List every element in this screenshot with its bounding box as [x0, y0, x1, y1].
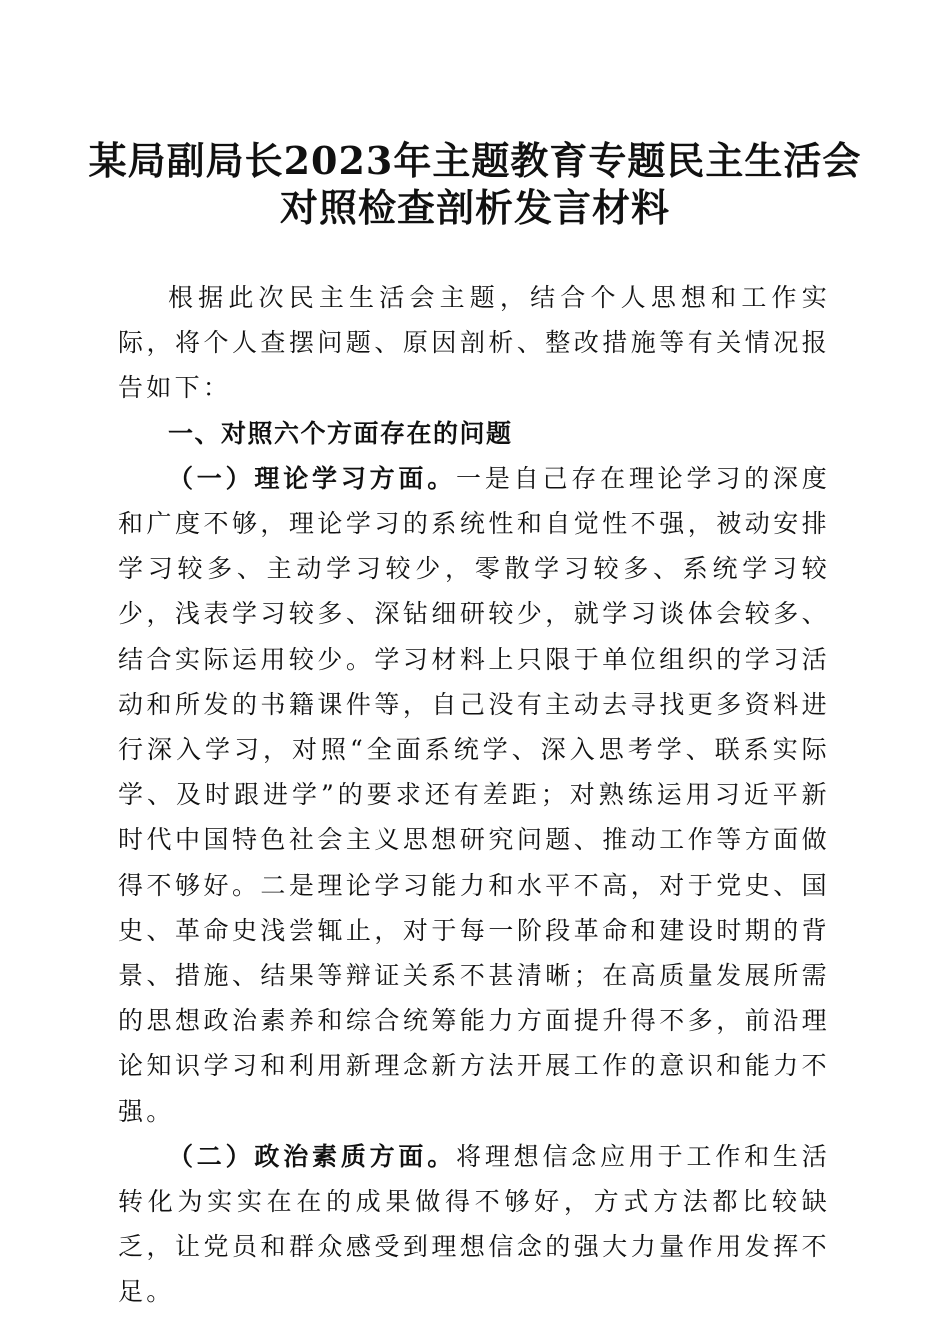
document-body: [118, 275, 830, 1315]
item2-paragraph: [118, 1134, 830, 1315]
intro-paragraph: 根据此次民主生活会主题，结合个人思想和工作实际，将个人查摆问题、原因剖析、整改措施等有关情况报告如下：: [118, 283, 830, 403]
item2-label: （二）政治素质方面。: [168, 1141, 457, 1171]
item1-label: （一）理论学习方面。: [168, 463, 457, 493]
item2-text: 将理想信念应用于工作和生活转化为实实在在的成果做得不够好，方式方法都比较缺乏，让党员和群众感受到理想信念的强大力量作用发挥不足。: [118, 1141, 830, 1307]
document-title-line2: 对照检查剖析发言材料: [279, 185, 670, 230]
section-heading: 一、对照六个方面存在的问题: [168, 418, 513, 448]
item1-paragraph: [118, 456, 830, 1134]
document-title-line1: 某局副局长2023年主题教育专题民主生活会: [88, 138, 862, 183]
item1-text: 一是自己存在理论学习的深度和广度不够，理论学习的系统性和自觉性不强，被动安排学习较多、主动学习较少，零散学习较多、系统学习较少，浅表学习较多、深钻细研较少，就学习谈体会较多、结合实际运用较少。学习材料上只限于单位组织的学习活动和所发的书籍课件等，自己没有主动去寻找更多资料进行深入学习，对照“全面系统学、深入思考学、联系实际学、及时跟进学”的要求还有差距；对熟练运用习近平新时代中国特色社会主义思想研究问题、推动工作等方面做得不够好。二是理论学习能力和水平不高，对于党史、国史、革命史浅尝辄止，对于每一阶段革命和建设时期的背景、措施、结果等辩证关系不甚清晰；在高质量发展所需的思想政治素养和综合统筹能力方面提升得不多，前沿理论知识学习和利用新理念新方法开展工作的意识和能力不强。: [118, 463, 830, 1126]
